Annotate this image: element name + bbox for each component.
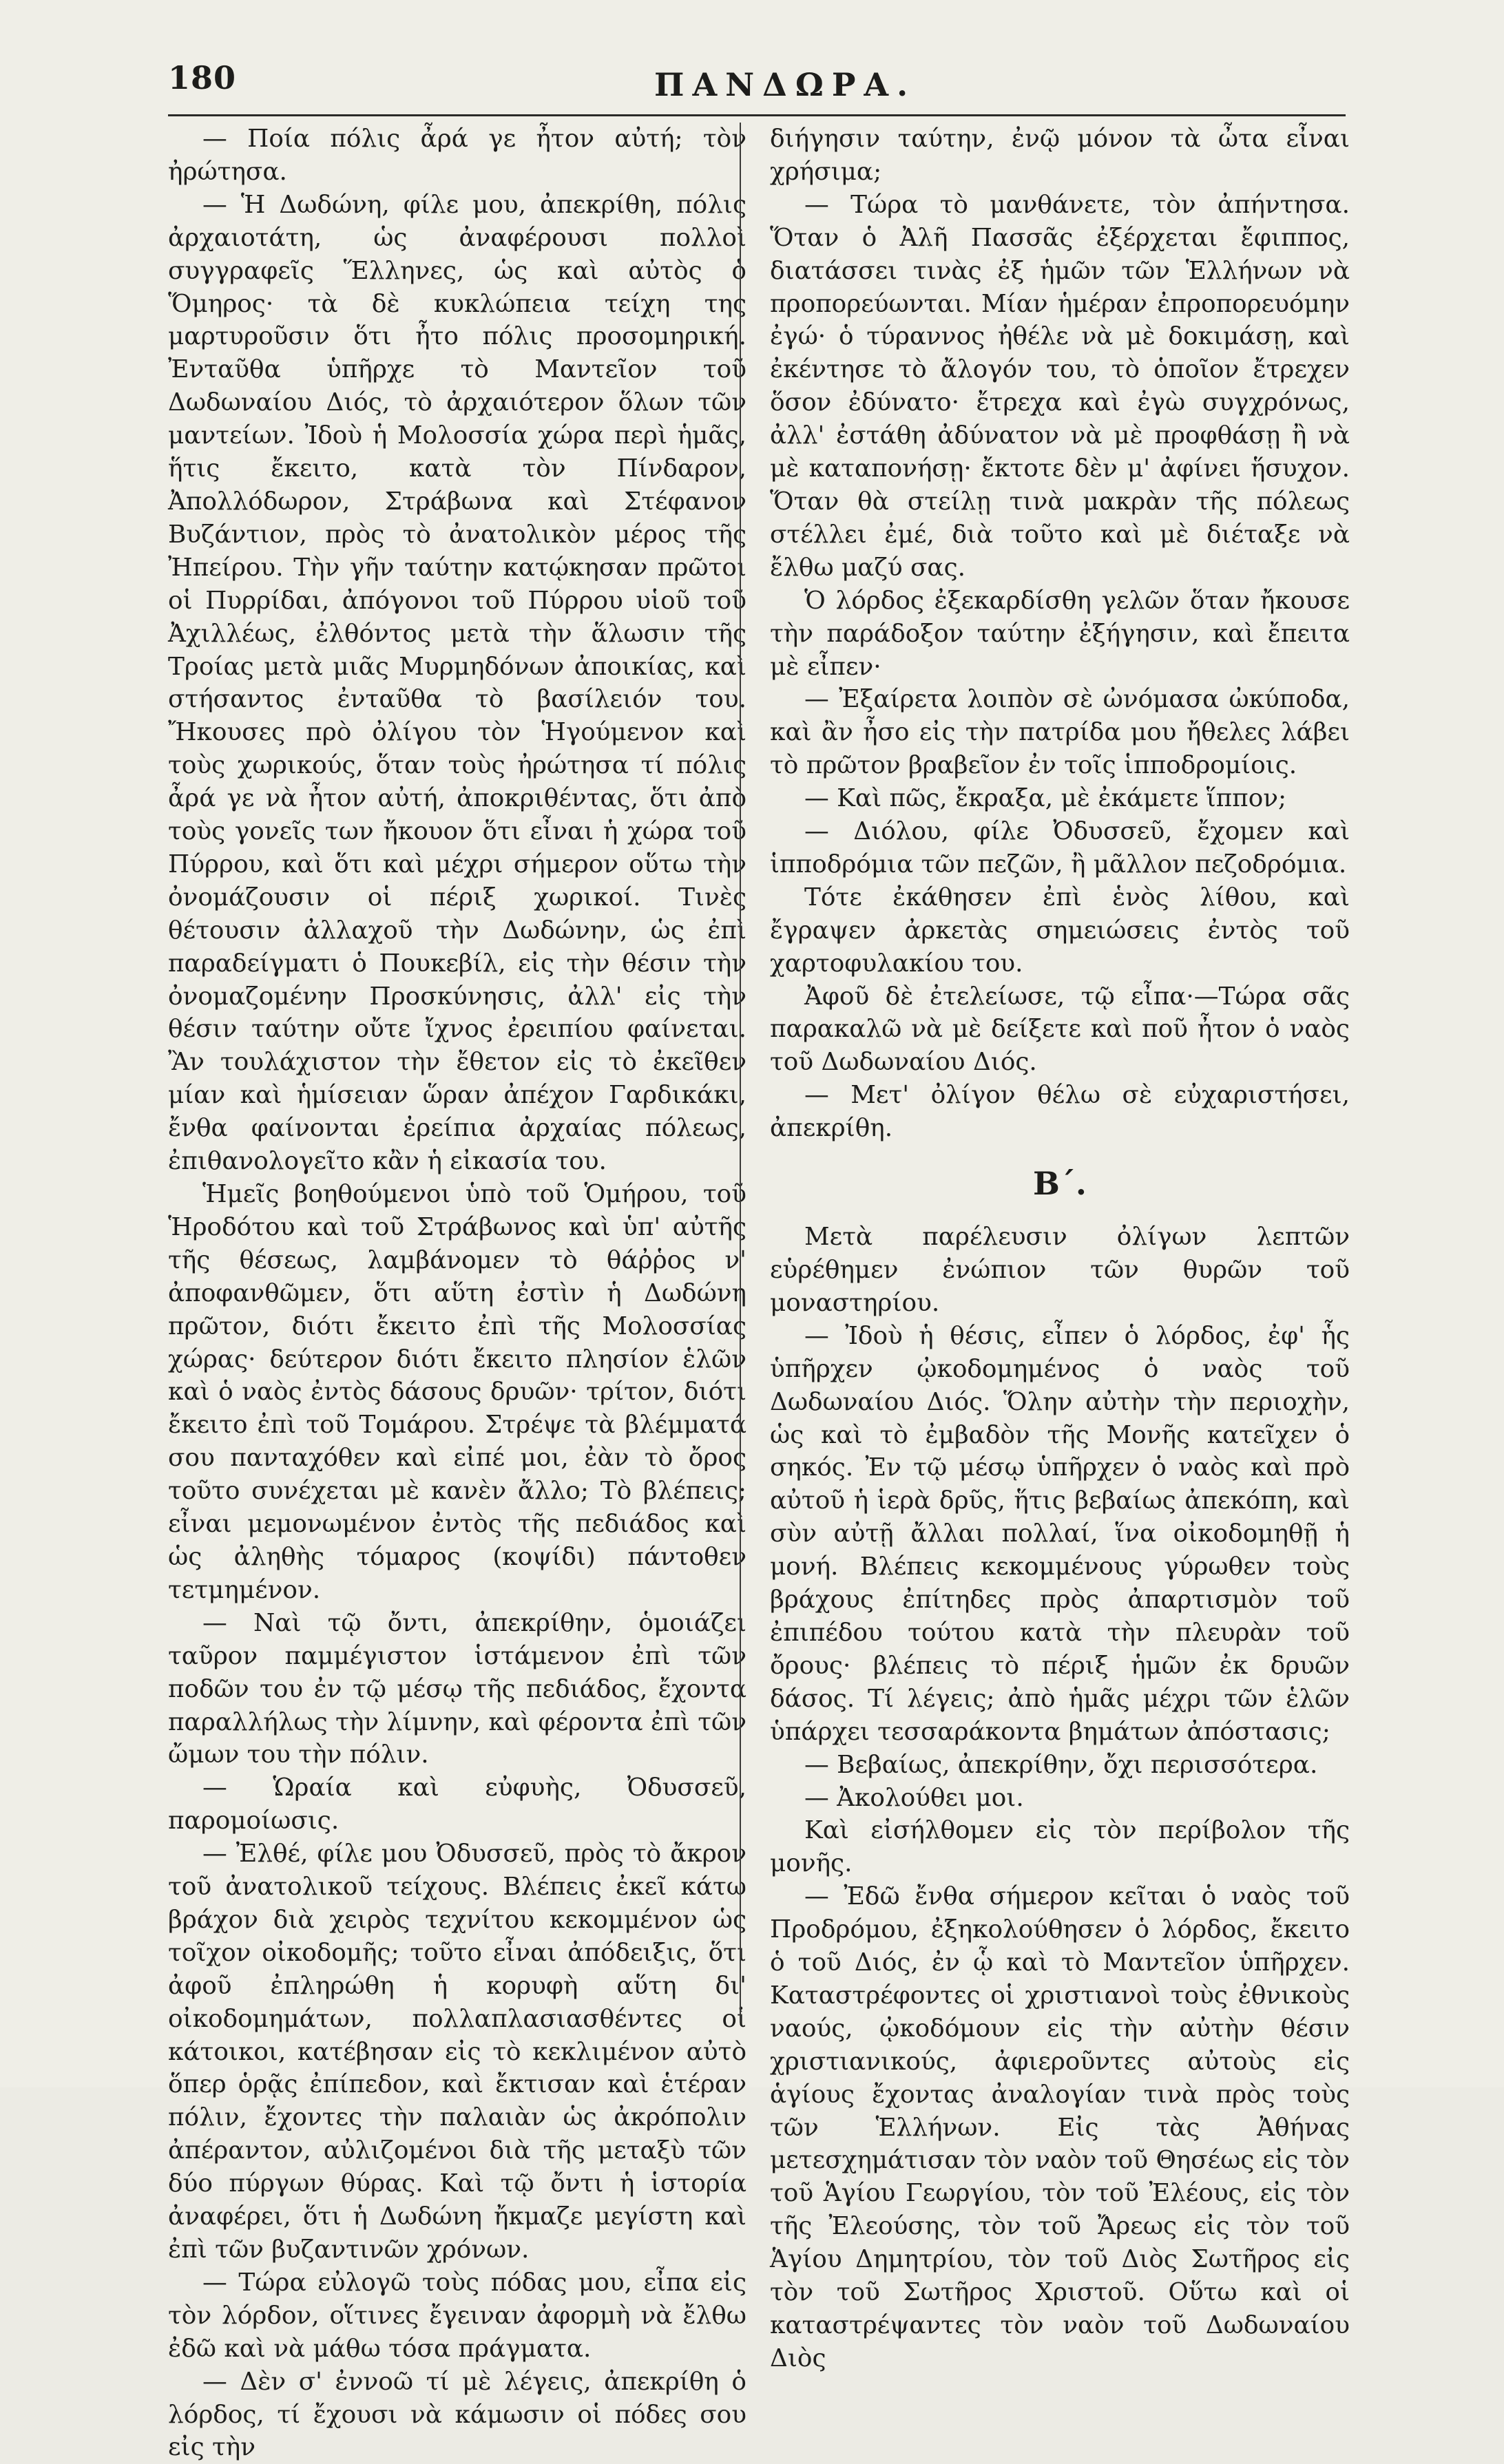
paragraph: Ἀφοῦ δὲ ἐτελείωσε, τῷ εἶπα·—Τώρα σᾶς παρακαλῶ νὰ μὲ δείξετε καὶ ποῦ ἦτον ὁ ναὸς τοῦ Δωδωναίου Διός. [770, 982, 1350, 1077]
paragraph: Ὁ λόρδος ἐξεκαρδίσθη γελῶν ὅταν ἤκουσε τὴν παράδοξον ταύτην ἐξήγησιν, καὶ ἔπειτα μὲ εἶπεν· [770, 586, 1350, 681]
header-rule [168, 114, 1346, 116]
paragraph: — Μετ' ὀλίγον θέλω σὲ εὐχαριστήσει, ἀπεκρίθη. [770, 1081, 1350, 1143]
page-number: 180 [168, 59, 237, 96]
paragraph: — Ναὶ τῷ ὄντι, ἀπεκρίθην, ὁμοιάζει ταῦρον παμμέγιστον ἱστάμενον ἐπὶ τῶν ποδῶν του ἐν τῷ μέσῳ τῆς πεδιάδος, ἔχοντα παραλλήλως τὴν λίμνην, καὶ φέροντα ἐπὶ τῶν ὤμων του τὴν πόλιν. [168, 1608, 746, 1769]
paragraph: — Τώρα τὸ μανθάνετε, τὸν ἀπήντησα. Ὅταν ὁ Ἀλῆ Πασσᾶς ἐξέρχεται ἔφιππος, διατάσσει τινὰς ἐξ ἡμῶν τῶν Ἑλλήνων νὰ προπορεύωνται. Μίαν ἡμέραν ἐπροπορευόμην ἐγώ· ὁ τύραννος ἠθέλε νὰ μὲ δοκιμάσῃ, καὶ ἐκέντησε τὸ ἄλογόν του, τὸ ὁποῖον ἔτρεχεν ὅσον ἐδύνατο· ἔτρεχα καὶ ἐγὼ συγχρόνως, ἀλλ' ἐστάθη ἀδύνατον νὰ μὲ προφθάσῃ ἢ νὰ μὲ καταπονήσῃ· ἔκτοτε δὲν μ' ἀφίνει ἥσυχον. Ὅταν θὰ στείλῃ τινὰ μακρὰν τῆς πόλεως στέλλει ἐμέ, διὰ τοῦτο καὶ μὲ διέταξε νὰ ἔλθω μαζύ σας. [770, 190, 1350, 582]
paragraph: — Καὶ πῶς, ἔκραξα, μὲ ἐκάμετε ἵππον; [804, 784, 1287, 813]
paragraph: — Τώρα εὐλογῶ τοὺς πόδας μου, εἶπα εἰς τὸν λόρδον, οἵτινες ἔγειναν ἀφορμὴ νὰ ἔλθω ἐδῶ καὶ νὰ μάθω τόσα πράγματα. [168, 2268, 746, 2363]
left-column [168, 123, 746, 2464]
paragraph: διήγησιν ταύτην, ἐνῷ μόνον τὰ ὦτα εἶναι χρήσιμα; [770, 125, 1350, 186]
paragraph: — Ἐδῶ ἔνθα σήμερον κεῖται ὁ ναὸς τοῦ Προδρόμου, ἐξηκολούθησεν ὁ λόρδος, ἔκειτο ὁ τοῦ Διός, ἐν ᾧ καὶ τὸ Μαντεῖον ὑπῆρχεν. Καταστρέφοντες οἱ χριστιανοὶ τοὺς ἐθνικοὺς ναούς, ᾠκοδόμουν εἰς τὴν αὐτὴν θέσιν χριστιανικούς, ἀφιεροῦντες αὐτοὺς εἰς ἁγίους ἔχοντας ἀναλογίαν τινὰ πρὸς τοὺς τῶν Ἑλλήνων. Εἰς τὰς Ἀθήνας μετεσχημάτισαν τὸν ναὸν τοῦ Θησέως εἰς τὸν τοῦ Ἁγίου Γεωργίου, τὸν τοῦ Ἐλέους, εἰς τὸν τῆς Ἐλεούσης, τὸν τοῦ Ἄρεως εἰς τὸν τοῦ Ἁγίου Δημητρίου, τὸν τοῦ Διὸς Σωτῆρος εἰς τὸν τοῦ Σωτῆρος Χριστοῦ. Οὕτω καὶ οἱ καταστρέψαντες τὸν ναὸν τοῦ Δωδωναίου Διὸς [770, 1882, 1350, 2372]
paragraph: Τότε ἐκάθησεν ἐπὶ ἑνὸς λίθου, καὶ ἔγραψεν ἀρκετὰς σημειώσεις ἐντὸς τοῦ χαρτοφυλακίου του. [770, 883, 1350, 978]
paragraph: — Ἐλθέ, φίλε μου Ὀδυσσεῦ, πρὸς τὸ ἄκρον τοῦ ἀνατολικοῦ τείχους. Βλέπεις ἐκεῖ κάτω βράχον διὰ χειρὸς τεχνίτου κεκομμένον ὡς τοῖχον οἰκοδομῆς; τοῦτο εἶναι ἀπόδειξις, ὅτι ἀφοῦ ἐπληρώθη ἡ κορυφὴ αὕτη δι' οἰκοδομημάτων, πολλαπλασιασθέντες οἱ κάτοικοι, κατέβησαν εἰς τὸ κεκλιμένον αὐτὸ ὅπερ ὁρᾷς ἐπίπεδον, καὶ ἔκτισαν καὶ ἑτέραν πόλιν, ἔχοντες τὴν παλαιὰν ὡς ἀκρόπολιν ἀπέραντον, αὐλιζομένοι διὰ τῆς μεταξὺ τῶν δύο πύργων θύρας. Καὶ τῷ ὄντι ἡ ἱστορία ἀναφέρει, ὅτι ἡ Δωδώνη ἤκμαζε μεγίστη καὶ ἐπὶ τῶν βυζαντινῶν χρόνων. [168, 1840, 746, 2264]
paragraph: — Βεβαίως, ἀπεκρίθην, ὄχι περισσότερα. [804, 1750, 1318, 1779]
paragraph: — Ἡ Δωδώνη, φίλε μου, ἀπεκρίθη, πόλις ἀρχαιοτάτη, ὡς ἀναφέρουσι πολλοὶ συγγραφεῖς Ἕλληνες, ὡς καὶ αὐτὸς ὁ Ὅμηρος· τὰ δὲ κυκλώπεια τείχη της μαρτυροῦσιν ὅτι ἦτο πόλις προσομηρική. Ἐνταῦθα ὑπῆρχε τὸ Μαντεῖον τοῦ Δωδωναίου Διός, τὸ ἀρχαιότερον ὅλων τῶν μαντείων. Ἰδοὺ ἡ Μολοσσία χώρα περὶ ἡμᾶς, ἥτις ἔκειτο, κατὰ τὸν Πίνδαρον, Ἀπολλόδωρον, Στράβωνα καὶ Στέφανον Βυζάντιον, πρὸς τὸ ἀνατολικὸν μέρος τῆς Ἠπείρου. Τὴν γῆν ταύτην κατῴκησαν πρῶτοι οἱ Πυρρίδαι, ἀπόγονοι τοῦ Πύρρου υἱοῦ τοῦ Ἀχιλλέως, ἐλθόντος μετὰ τὴν ἅλωσιν τῆς Τροίας μετὰ μιᾶς Μυρμηδόνων ἀποικίας, καὶ στήσαντος ἐνταῦθα τὸ βασίλειόν του. Ἤκουσες πρὸ ὀλίγου τὸν Ἡγούμενον καὶ τοὺς χωρικούς, ὅταν τοὺς ἠρώτησα τί πόλις ἆρά γε νὰ ἦτον αὐτή, ἀποκριθέντας, ὅτι ἀπὸ τοὺς γονεῖς των ἤκουον ὅτι εἶναι ἡ χώρα τοῦ Πύρρου, καὶ ὅτι καὶ μέχρι σήμερον οὕτω τὴν ὀνομάζουσιν οἱ πέριξ χωρικοί. Τινὲς θέτουσιν ἀλλαχοῦ τὴν Δωδώνην, ὡς ἐπὶ παραδείγματι ὁ Πουκεβίλ, εἰς τὴν θέσιν τὴν ὀνομαζομένην Προσκύνησις, ἀλλ' εἰς τὴν θέσιν ταύτην οὔτε ἴχνος ἐρειπίου φαίνεται. Ἂν τουλάχιστον τὴν ἔθετον εἰς τὸ ἐκεῖθεν μίαν καὶ ἡμίσειαν ὥραν ἀπέχον Γαρδικάκι, ἔνθα φαίνονται ἐρείπια ἀρχαίας πόλεως, ἐπιθανολογεῖτο κἂν ἡ εἰκασία του. [168, 190, 746, 1176]
paragraph: — Δὲν σ' ἐννοῶ τί μὲ λέγεις, ἀπεκρίθη ὁ λόρδος, τί ἔχουσι νὰ κάμωσιν οἱ πόδες σου εἰς τὴν [168, 2367, 746, 2462]
paragraph: — Ἰδοὺ ἡ θέσις, εἶπεν ὁ λόρδος, ἐφ' ἧς ὑπῆρχεν ᾠκοδομημένος ὁ ναὸς τοῦ Δωδωναίου Διός. Ὅλην αὐτὴν τὴν περιοχὴν, ὡς καὶ τὸ ἐμβαδὸν τῆς Μονῆς κατεῖχεν ὁ σηκός. Ἐν τῷ μέσῳ ὑπῆρχεν ὁ ναὸς καὶ πρὸ αὐτοῦ ἡ ἱερὰ δρῦς, ἥτις βεβαίως ἀπεκόπη, καὶ σὺν αὐτῇ ἄλλαι πολλαί, ἵνα οἰκοδομηθῇ ἡ μονή. Βλέπεις κεκομμένους γύρωθεν τοὺς βράχους ἐπίτηδες πρὸς ἀπαρτισμὸν τοῦ ἐπιπέδου τούτου κατὰ τὴν πλευρὰν τοῦ ὄρους· βλέπεις τὸ πέριξ ἡμῶν ἐκ δρυῶν δάσος. Τί λέγεις; ἀπὸ ἡμᾶς μέχρι τῶν ἑλῶν ὑπάρχει τεσσαράκοντα βημάτων ἀπόστασις; [770, 1321, 1350, 1746]
paragraph: Καὶ εἰσήλθομεν εἰς τὸν περίβολον τῆς μονῆς. [770, 1816, 1350, 1878]
column-divider [740, 123, 741, 2023]
paragraph: — Διόλου, φίλε Ὀδυσσεῦ, ἔχομεν καὶ ἱπποδρόμια τῶν πεζῶν, ἢ μᾶλλον πεζοδρόμια. [770, 817, 1350, 878]
paragraph: Μετὰ παρέλευσιν ὀλίγων λεπτῶν εὑρέθημεν ἐνώπιον τῶν θυρῶν τοῦ μοναστηρίου. [770, 1223, 1350, 1317]
paragraph: Ἡμεῖς βοηθούμενοι ὑπὸ τοῦ Ὁμήρου, τοῦ Ἡροδότου καὶ τοῦ Στράβωνος καὶ ὑπ' αὐτῆς τῆς θέσεως, λαμβάνομεν τὸ θάῤῥος ν' ἀποφανθῶμεν, ὅτι αὕτη ἐστὶν ἡ Δωδώνη πρῶτον, διότι ἔκειτο ἐπὶ τῆς Μολοσσίας χώρας· δεύτερον διότι ἔκειτο πλησίον ἑλῶν καὶ ὁ ναὸς ἐντὸς δάσους δρυῶν· τρίτον, διότι ἔκειτο ἐπὶ τοῦ Τομάρου. Στρέψε τὰ βλέμματά σου πανταχόθεν καὶ εἰπέ μοι, ἐὰν τὸ ὄρος τοῦτο συνέχεται μὲ κανὲν ἄλλο; Τὸ βλέπεις; εἶναι μεμονωμένον ἐντὸς τῆς πεδιάδος καὶ ὡς ἀληθὴς τόμαρος (κοψίδι) πάντοθεν τετμημένον. [168, 1180, 746, 1604]
paragraph: — Ἀκολούθει μοι. [804, 1783, 1024, 1812]
section-heading: Β΄. [1033, 1165, 1087, 1203]
journal-title: ΠΑΝΔΩΡΑ. [654, 66, 917, 103]
right-column [770, 123, 1350, 2375]
paragraph: — Ἐξαίρετα λοιπὸν σὲ ὠνόμασα ὠκύποδα, καὶ ἂν ἦσο εἰς τὴν πατρίδα μου ἤθελες λάβει τὸ πρῶτον βραβεῖον ἐν τοῖς ἱπποδρομίοις. [770, 685, 1350, 780]
paragraph: — Ποία πόλις ἆρά γε ἦτον αὐτή; τὸν ἠρώτησα. [168, 125, 746, 186]
paragraph: — Ὡραία καὶ εὐφυὴς, Ὀδυσσεῦ, παρομοίωσις. [168, 1773, 746, 1835]
